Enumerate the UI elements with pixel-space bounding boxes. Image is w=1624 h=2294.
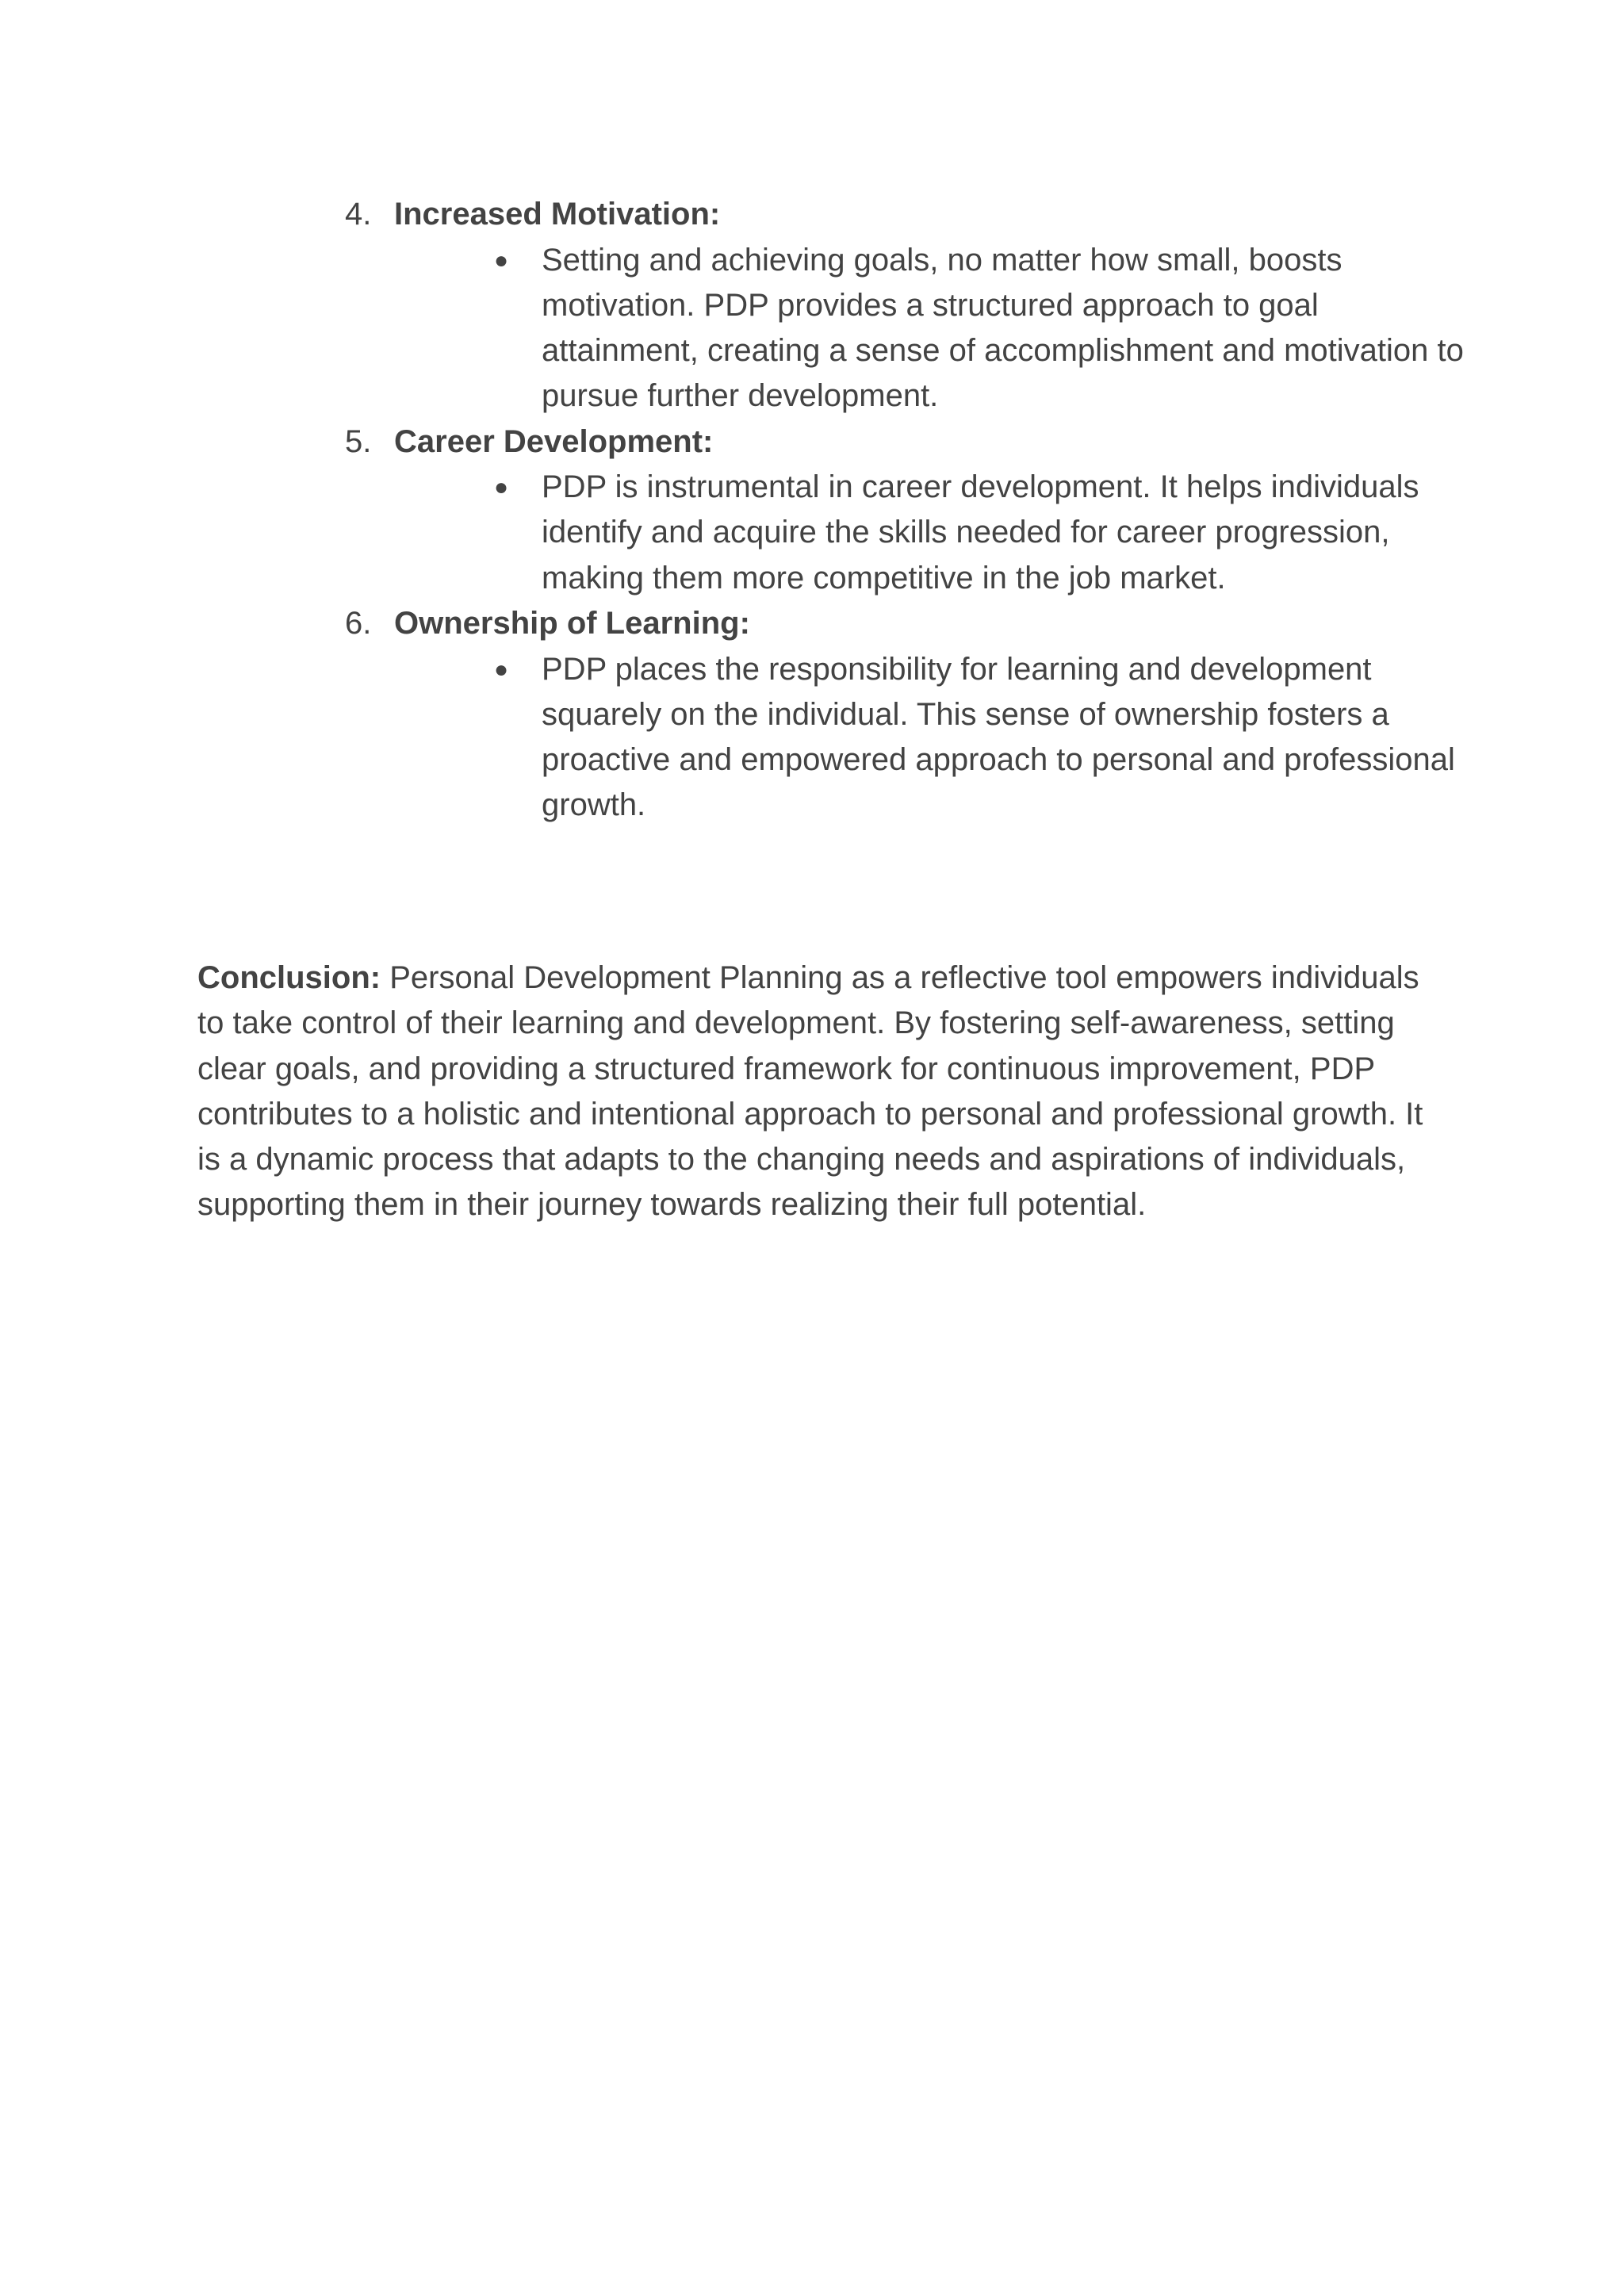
list-item-career-development [0, 419, 1624, 601]
list-item-title: Career Development: [394, 423, 714, 459]
bullet-text: Setting and achieving goals, no matter how small, boosts motivation. PDP provides a structured approach to goal attainment, creating a sense of accomplishment and motivation to pursue further development. [542, 242, 1464, 414]
list-item-number: 6. [345, 606, 372, 641]
numbered-list [0, 192, 1624, 829]
list-item-heading [0, 192, 1624, 238]
bullet-point [494, 465, 1469, 601]
bullet-point [494, 238, 1469, 419]
list-item-heading [0, 601, 1624, 647]
list-item-ownership-of-learning [0, 601, 1624, 829]
list-item-title: Ownership of Learning: [394, 606, 750, 641]
bullet-dot-icon: ● [494, 474, 509, 501]
conclusion-label: Conclusion: [197, 960, 381, 995]
list-item-increased-motivation [0, 192, 1624, 419]
bullet-text: PDP places the responsibility for learning and development squarely on the individual. This sense of ownership fosters a proactive and empowered approach to personal and professional growth. [542, 651, 1455, 823]
bullet-dot-icon: ● [494, 656, 509, 683]
conclusion-paragraph [197, 956, 1442, 1228]
conclusion-text: Personal Development Planning as a reflective tool empowers individuals to take control of their learning and development. By fostering self-awareness, setting clear goals, and providing a structured framework for continuous improvement, PDP contributes to a holistic and intentional approach to personal and professional growth. It is a dynamic process that adapts to the changing needs and aspirations of individuals, supporting them in their journey towards realizing their full potential. [197, 960, 1423, 1223]
list-item-title: Increased Motivation: [394, 197, 721, 232]
bullet-point [494, 647, 1469, 829]
bullet-dot-icon: ● [494, 247, 509, 274]
bullet-text: PDP is instrumental in career development. It helps individuals identify and acquire the skills needed for career progression, making them more competitive in the job market. [542, 469, 1419, 596]
list-item-number: 4. [345, 197, 372, 232]
list-item-number: 5. [345, 423, 372, 459]
list-item-heading [0, 419, 1624, 465]
